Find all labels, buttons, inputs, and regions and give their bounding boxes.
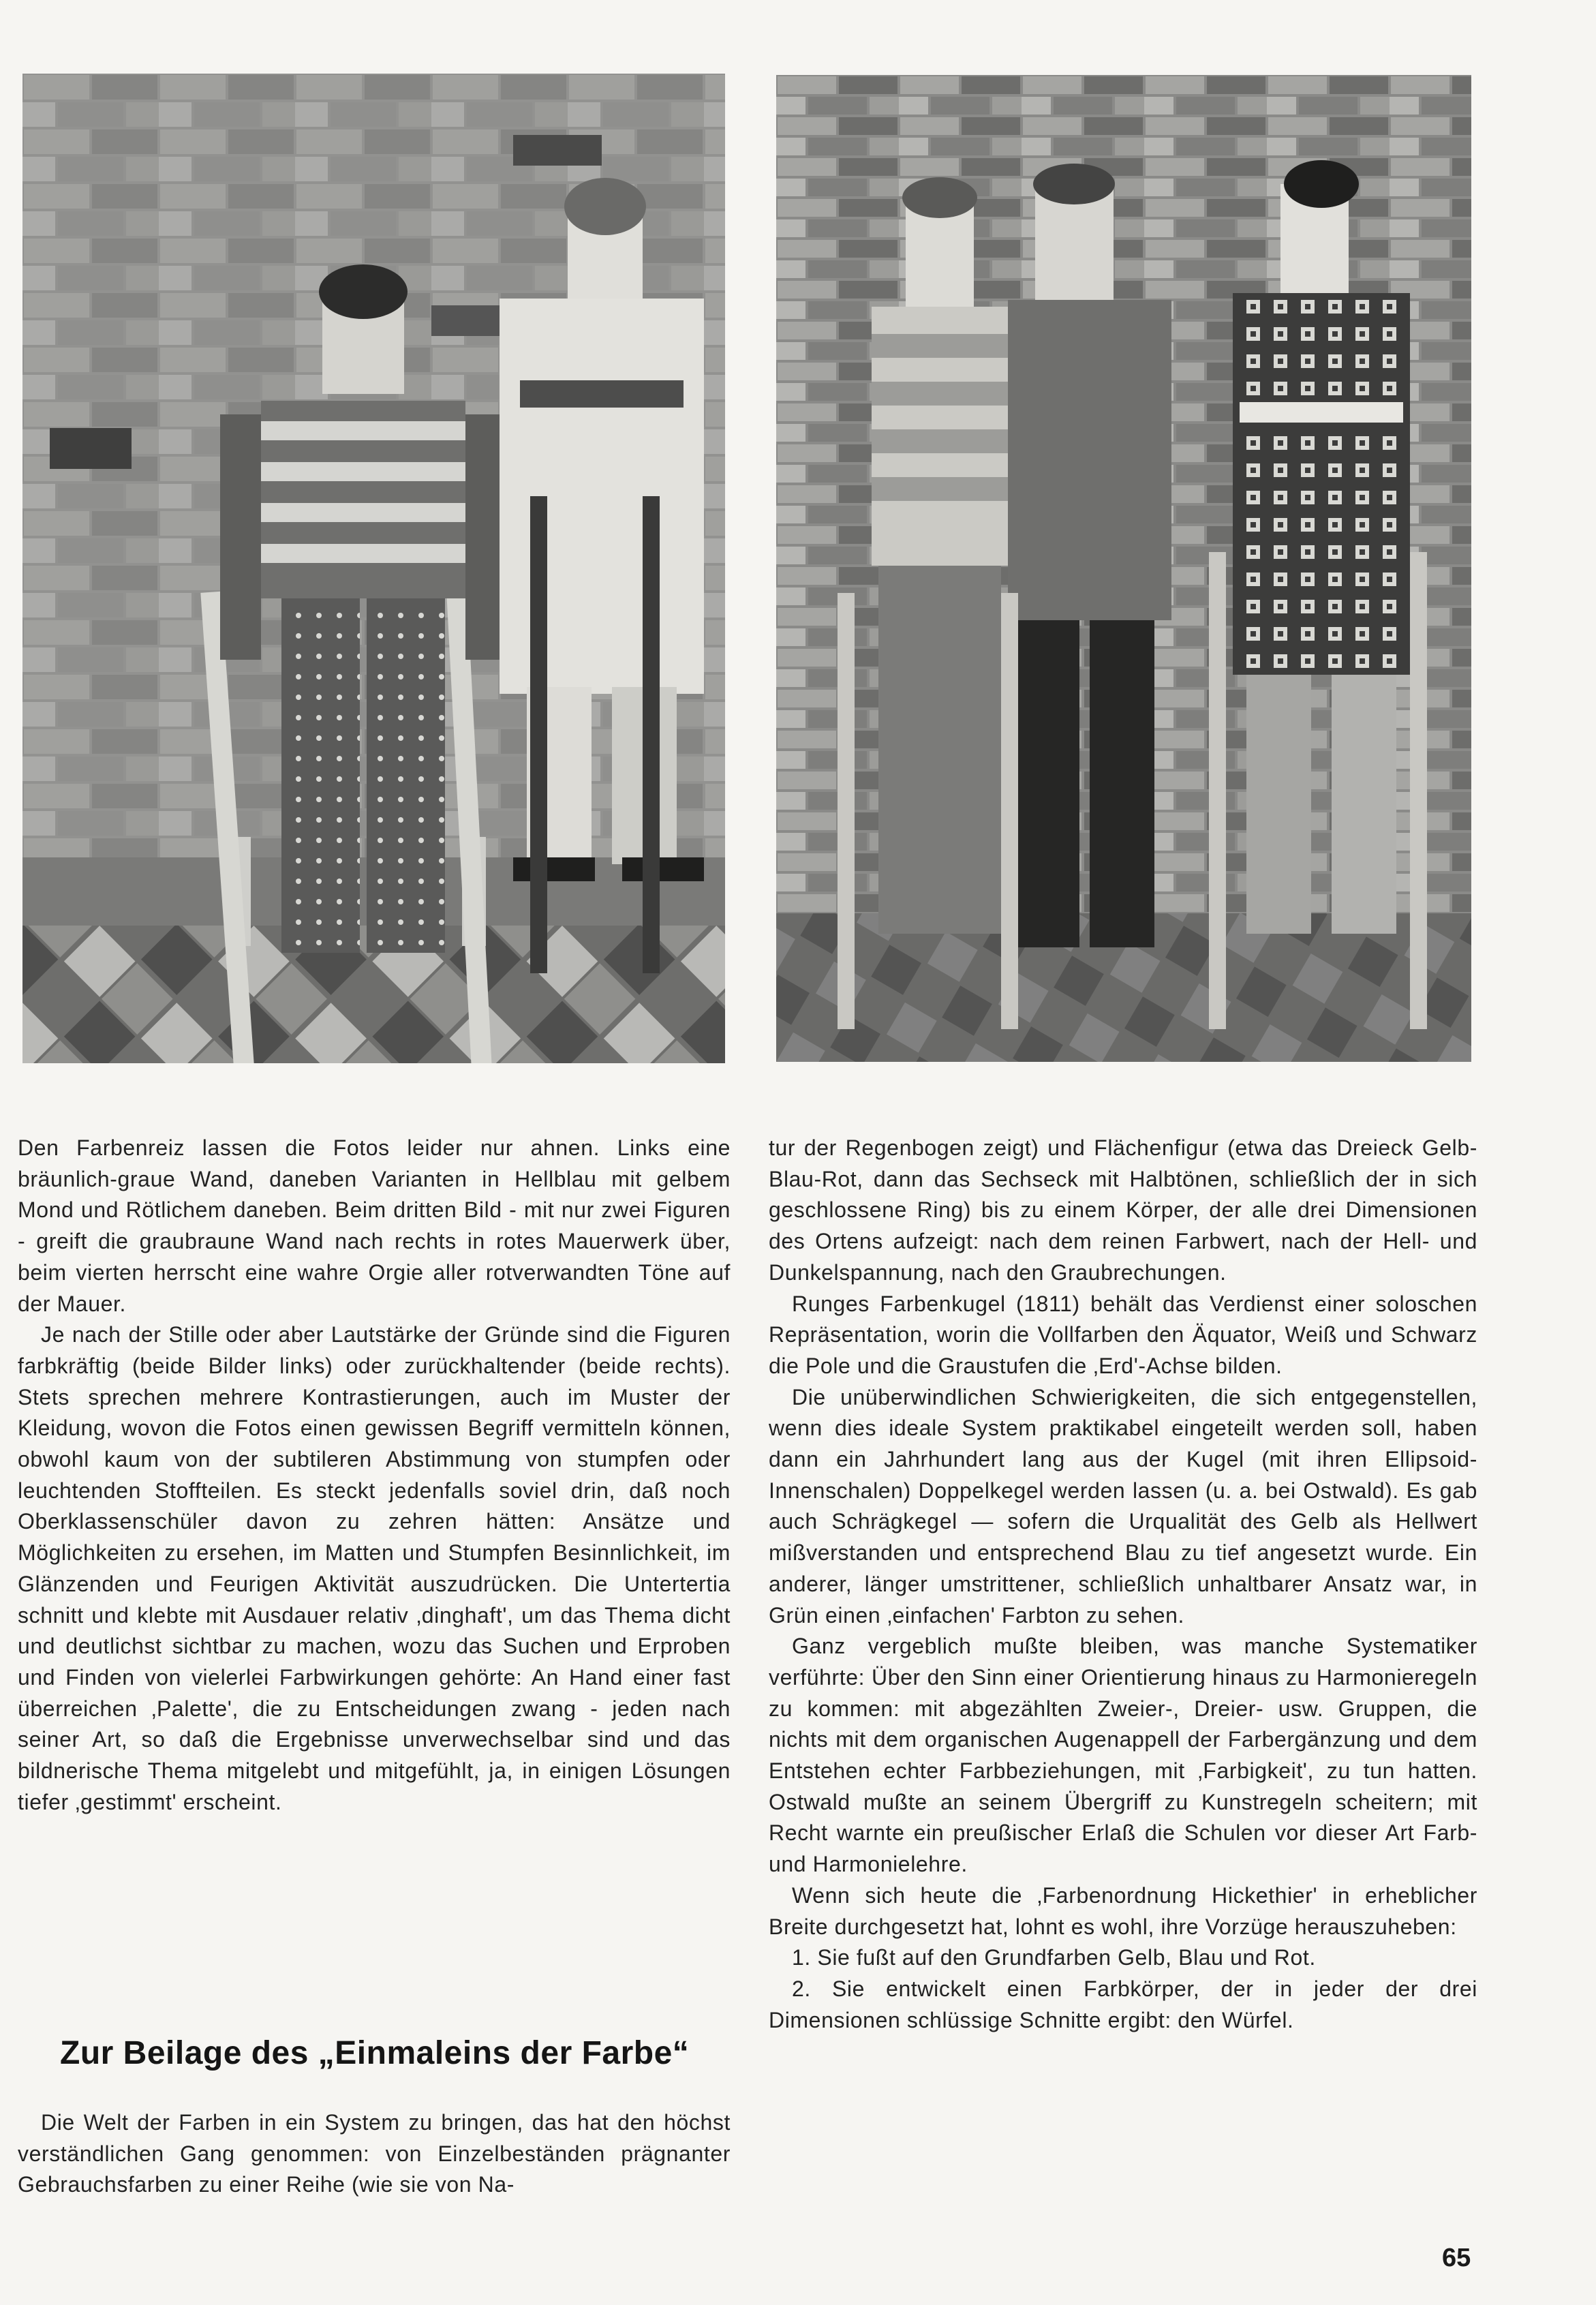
list-item-1: 1. Sie fußt auf den Grundfarben Gelb, Blau und Rot. [792,1945,1316,1970]
collage-photo-left [22,74,725,1063]
right-paragraph-2: Runges Farbenkugel (1811) behält das Verdienst einer soloschen Repräsentation, worin die Vollfarben den Äquator, Weiß und Schwarz die Pole und die Graustufen die ‚Erd'-Achse bilden. [769,1291,1477,1378]
right-paragraph-1: tur der Regenbogen zeigt) und Flächenfigur (etwa das Dreieck Gelb-Blau-Rot, dann das Sechseck mit Halbtönen, schließlich der in sich geschlossene Ring) bis zu einem Körper, der alle drei Dimensionen des Ortens aufzeigt: nach dem reinen Farbwert, nach der Hell- und Dunkelspannung, nach den Graubrechungen. [769,1135,1477,1285]
page-number: 65 [1442,2244,1471,2272]
section-heading: Zur Beilage des „Einmaleins der Farbe“ [60,2034,690,2071]
left-paragraph-1: Den Farbenreiz lassen die Fotos leider nur ahnen. Links eine bräunlich-graue Wand, daneben Varianten in Hellblau mit gelbem Mond und Rötlichem daneben. Beim dritten Bild - mit nur zwei Figuren - greift die graubraune Wand nach rechts in rotes Mauerwerk über, beim vierten herrscht eine wahre Orgie aller rotverwandten Töne auf der Mauer. [18,1135,731,1316]
left-paragraph-2: Je nach der Stille oder aber Lautstärke der Gründe sind die Figuren farbkräftig (beide Bilder links) oder zurückhaltender (beide rechts). Stets sprechen mehrere Kontrastierungen, auch im Muster der Kleidung, wovon die Fotos einen gewissen Begriff vermitteln können, obwohl kaum von der subtileren Abstimmung von stumpfen oder leuchtenden Stoffteilen. Es steckt jedenfalls soviel drin, daß noch Oberklassenschüler davon zu zehren hätten: Ansätze und Möglichkeiten zu ersehen, im Matten und Stumpfen Besinnlichkeit, im Glänzenden und Feurigen Aktivität auszudrücken. Die Untertertia schnitt und klebte mit Ausdauer relativ ‚dinghaft', um das Thema dicht und deutlichst sichtbar zu machen, wozu das Suchen und Erproben und Finden von vielerlei Farbwirkungen gehörte: An Hand einer fast überreichen ‚Palette', die zu Entscheidungen zwang - jeden nach seiner Art, so daß die Ergebnisse unverwechselbar sind und das bildnerische Thema mitgelebt und mitgefühlt, ja, in einigen Lösungen tiefer ‚gestimmt' erscheint. [18,1322,731,1814]
intro-paragraph: Die Welt der Farben in ein System zu bringen, das hat den höchst verständlichen Gang genommen: von Einzelbeständen prägnanter Gebrauchsfarben zu einer Reihe (wie sie von Na- [18,2110,731,2197]
list-item-2: 2. Sie entwickelt einen Farbkörper, der in jeder der drei Dimensionen schlüssige Schnitte ergibt: den Würfel. [769,1976,1477,2032]
right-paragraph-5: Wenn sich heute die ‚Farbenordnung Hickethier' in erheblicher Breite durchgesetzt hat, lohnt es wohl, ihre Vorzüge herauszuheben: [769,1882,1477,1939]
collage-left-image [22,74,725,1063]
collage-right-image [776,75,1471,1062]
right-paragraph-3: Die unüberwindlichen Schwierigkeiten, die sich entgegenstellen, wenn dies ideale System praktikabel eingeteilt werden soll, haben dann ein Jahrhundert lang aus der Kugel (mit ihren Ellipsoid-Innenschalen) Doppelkegel werden lassen (u. a. bei Ostwald). Es gab auch Schrägkegel — sofern die Urqualität des Gelb als Hellwert mißverstanden und entsprechend Blau zu tief angesetzt wurde. Ein anderer, länger umstrittener, schließlich unhaltbarer Ansatz war, in Grün einen ‚einfachen' Farbton zu sehen. [769,1384,1477,1628]
right-text-column [769,1133,1477,2036]
collage-photo-right [776,75,1471,1062]
left-text-column [18,1133,731,1818]
right-paragraph-4: Ganz vergeblich mußte bleiben, was manche Systematiker verführte: Über den Sinn einer Orientierung hinaus zu Harmonieregeln zu kommen: mit abgezählten Zweier-, Dreier- usw. Gruppen, die nichts mit dem organischen Augenappell der Farbergänzung und dem Entstehen echter Farbbeziehungen, mit ‚Farbigkeit', zu tun hatten. Ostwald mußte an seinem Übergriff zu Kunstregeln scheitern; mit Recht warnte ein preußischer Erlaß die Schulen vor dieser Art Farb- und Harmonielehre. [769,1634,1477,1877]
section-intro [18,2107,731,2201]
